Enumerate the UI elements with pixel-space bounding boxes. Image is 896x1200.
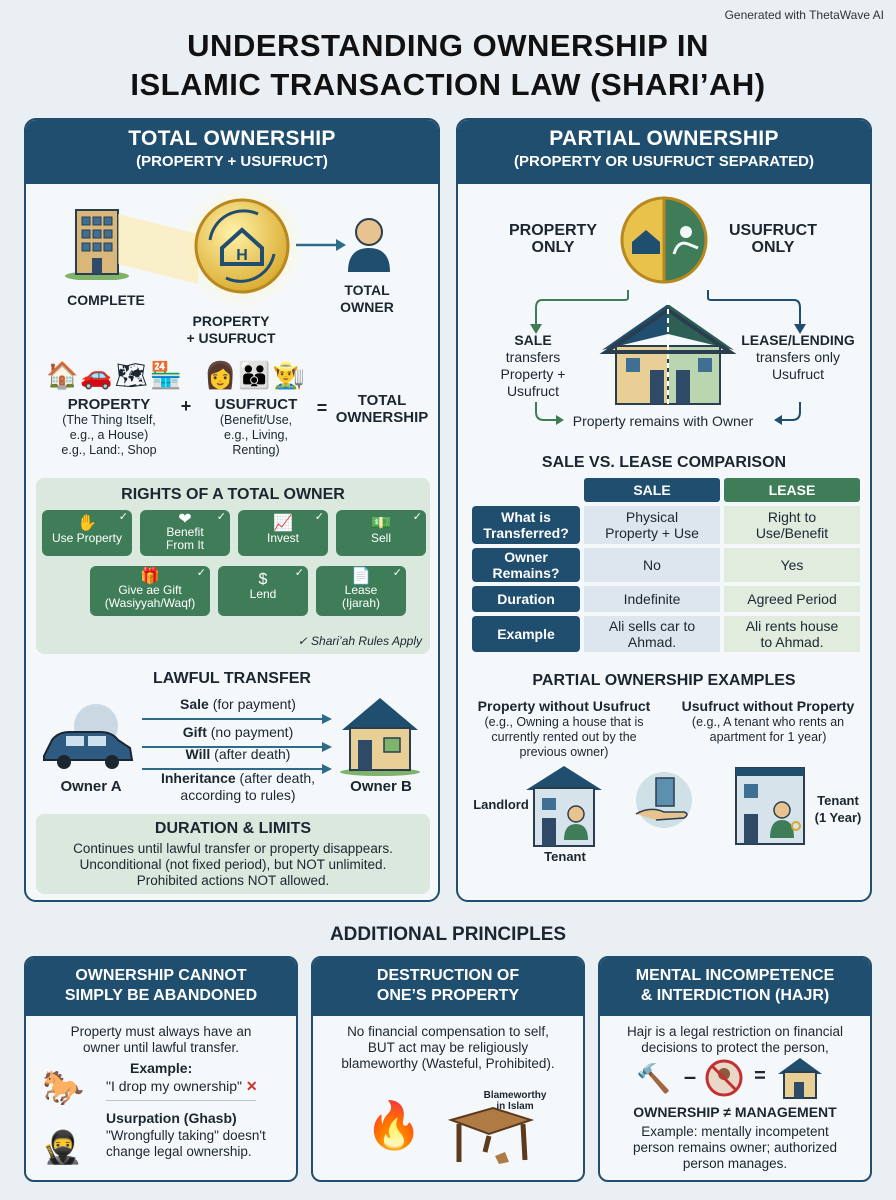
car-owner-icon <box>38 704 138 774</box>
property-icons <box>46 360 184 391</box>
right-lend: ✓ $ Lend <box>218 566 308 616</box>
partial-ownership-header: PARTIAL OWNERSHIP (PROPERTY OR USUFRUCT SEPARATED) <box>458 120 870 184</box>
landlord-house-icon <box>524 764 604 848</box>
comparison-title: SALE VS. LEASE COMPARISON <box>541 454 787 471</box>
col-lease-header: LEASE <box>724 478 860 502</box>
cell-lease-example: Ali rents house to Ahmad. <box>724 616 860 652</box>
right-use-property: ✓ ✋ Use Property <box>42 510 132 556</box>
property-usufruct-coin-icon <box>118 184 318 334</box>
row-header-transferred: What is Transferred? <box>472 506 580 544</box>
split-coin-icon <box>618 194 710 286</box>
ownership-management-note: OWNERSHIP ≠ MANAGEMENT <box>633 1104 837 1120</box>
plus-sign: + <box>180 396 192 416</box>
total-ownership-panel <box>24 118 440 902</box>
usufruct-definition: USUFRUCT (Benefit/Use, e.g., Living, Renting) <box>214 396 298 457</box>
cell-sale-duration: Indefinite <box>584 586 720 612</box>
usurpation-label: Usurpation (Ghasb) <box>106 1110 237 1126</box>
transfer-inheritance: Inheritance (after death, according to rules) <box>160 770 316 803</box>
transfer-sale: Sale (for payment) <box>180 696 296 712</box>
row-header-owner-remains: Owner Remains? <box>472 548 580 582</box>
map-icon: 🗺 <box>114 360 150 390</box>
cell-sale-owner-remains: No <box>584 548 720 582</box>
owner-a-label: Owner A <box>60 778 122 795</box>
property-remains-note: Property remains with Owner <box>572 413 754 429</box>
gift-icon: 🎁 <box>140 568 160 585</box>
total-ownership-header: TOTAL OWNERSHIP (PROPERTY + USUFRUCT) <box>26 120 438 184</box>
hajr-example: Example: mentally incompetent person remains owner; authorized person manages. <box>632 1124 838 1171</box>
usufruct-icons <box>204 360 307 391</box>
transfer-gift: Gift (no payment) <box>182 724 294 740</box>
arrow-right-icon <box>296 238 346 252</box>
minus-sign: – <box>683 1064 697 1089</box>
hand-check-icon: ✋ <box>77 515 97 532</box>
house-owner-icon <box>338 694 422 776</box>
duration-box: DURATION & LIMITS Continues until lawful transfer or property disappears. Unconditional (not fixed period), but NOT unlimited. Prohibited actions NOT allowed. <box>36 814 430 894</box>
right-sell: ✓ 💵 Sell <box>336 510 426 556</box>
example-usufruct-without-property: Usufruct without Property (e.g., A tenant who rents an apartment for 1 year) <box>681 698 855 744</box>
house-icon: 🏠 <box>46 360 81 390</box>
horse-icon: 🐎 <box>42 1069 85 1107</box>
svg-text:H: H <box>236 247 248 264</box>
shop-icon: 🏪 <box>149 360 185 390</box>
partial-ownership-panel <box>456 118 872 902</box>
equals-sign: = <box>754 1065 766 1087</box>
usurpation-note: "Wrongfully taking" doesn't change legal ownership. <box>106 1128 266 1159</box>
rules-note: ✓ Shari’ah Rules Apply <box>297 634 422 648</box>
col-sale-header: SALE <box>584 478 720 502</box>
principle-destruction: DESTRUCTION OF ONE’S PROPERTY No financial compensation to self, BUT act may be religiously blameworthy (Wasteful, Prohibited). 🔥 Blameworthy in Islam <box>311 956 585 1182</box>
right-benefit: ✓ ❤ Benefit From It <box>140 510 230 556</box>
row-header-duration: Duration <box>472 586 580 612</box>
total-ownership-result: TOTAL OWNERSHIP <box>335 392 429 426</box>
cell-sale-example: Ali sells car to Ahmad. <box>584 616 720 652</box>
person-icon <box>344 216 394 274</box>
thief-icon: 🥷 <box>42 1129 82 1165</box>
owner-b-label: Owner B <box>350 778 412 795</box>
property-only-label: PROPERTY ONLY <box>508 222 597 256</box>
cell-lease-owner-remains: Yes <box>724 548 860 582</box>
family-icon: 👪 <box>238 360 273 390</box>
equals-sign: = <box>316 398 328 418</box>
page-title: UNDERSTANDING OWNERSHIP IN ISLAMIC TRANSACTION LAW (SHARI’AH) <box>130 28 766 102</box>
arrow-right-icon <box>142 714 332 724</box>
row-header-example: Example <box>472 616 580 652</box>
drop-ownership-quote: "I drop my ownership" ✕ <box>106 1078 258 1094</box>
total-owner-label: TOTAL OWNER <box>340 282 394 315</box>
coin-label: PROPERTY + USUFRUCT <box>186 313 276 346</box>
sale-transfer-note: SALE transfers Property + Usufruct <box>500 332 566 399</box>
cell-lease-duration: Agreed Period <box>724 586 860 612</box>
lease-transfer-note: LEASE/LENDING transfers only Usufruct <box>741 332 855 382</box>
coin-hand-icon: $ <box>258 571 268 588</box>
property-definition: PROPERTY (The Thing Itself, e.g., a House) e.g., Land:, Shop <box>61 396 157 457</box>
fire-icon: 🔥 <box>365 1099 423 1151</box>
hand-building-icon <box>626 770 702 830</box>
landlord-label: Landlord <box>473 797 529 812</box>
split-house-icon <box>598 300 738 408</box>
document-icon: 📄 <box>351 568 371 585</box>
no-person-icon <box>704 1058 744 1098</box>
examples-title: PARTIAL OWNERSHIP EXAMPLES <box>532 672 796 689</box>
principle-abandonment: OWNERSHIP CANNOT SIMPLY BE ABANDONED Property must always have an owner until lawful transfer. 🐎 Example: "I drop my ownership" ✕ 🥷 Usurpation (Ghasb) "Wrongfully taking" doesn't change legal ownership. <box>24 956 298 1182</box>
broken-table-icon <box>445 1106 535 1168</box>
transfer-will: Will (after death) <box>185 746 291 762</box>
cell-lease-transferred: Right to Use/Benefit <box>724 506 860 544</box>
lawful-transfer-title: LAWFUL TRANSFER <box>153 670 311 687</box>
complete-label: COMPLETE <box>67 292 145 308</box>
tenant-apartment-icon <box>732 764 808 846</box>
woman-icon: 👩 <box>204 360 239 390</box>
additional-principles-title: ADDITIONAL PRINCIPLES <box>329 924 567 945</box>
gavel-icon: 🔨 <box>636 1063 671 1094</box>
principle-hajr: MENTAL INCOMPETENCE & INTERDICTION (HAJR) Hajr is a legal restriction on financial decisions to protect the person, 🔨 – = OWNERSHIP ≠ MANAGEMENT Example: mentally incompetent person remains owner; authorized person manages. <box>598 956 872 1182</box>
cell-sale-transferred: Physical Property + Use <box>584 506 720 544</box>
money-icon: 💵 <box>371 515 391 532</box>
cross-icon: ✕ <box>245 1078 258 1094</box>
farmer-icon: 👨‍🌾 <box>272 360 308 390</box>
right-lease: ✓ 📄 Lease (Ijarah) <box>316 566 406 616</box>
usufruct-only-label: USUFRUCT ONLY <box>729 222 817 256</box>
watermark: Generated with ThetaWave AI <box>724 8 884 22</box>
car-icon: 🚗 <box>80 360 115 390</box>
rights-box: RIGHTS OF A TOTAL OWNER ✓ ✋ Use Property ✓ ❤ Benefit From It ✓ 📈 Invest ✓ 💵 Sell ✓ 🎁 Give ae Gift (Wasiyyah/Waqf) ✓ $ Lend ✓ 📄 Lease (Ijarah) ✓ Shari’ah Rules Apply <box>36 478 430 654</box>
right-invest: ✓ 📈 Invest <box>238 510 328 556</box>
tenant-label: Tenant <box>544 849 586 864</box>
right-gift: ✓ 🎁 Give ae Gift (Wasiyyah/Waqf) <box>90 566 210 616</box>
tenant-one-year-label: Tenant (1 Year) <box>814 793 862 825</box>
example-property-without-usufruct: Property without Usufruct (e.g., Owning a house that is currently rented out by the previous owner) <box>477 698 651 759</box>
example-label: Example: <box>130 1060 193 1076</box>
heart-hand-icon: ❤ <box>178 511 192 528</box>
house-icon <box>776 1056 824 1100</box>
blameworthy-tag: Blameworthy in Islam <box>483 1090 547 1112</box>
chart-up-icon: 📈 <box>273 515 293 532</box>
